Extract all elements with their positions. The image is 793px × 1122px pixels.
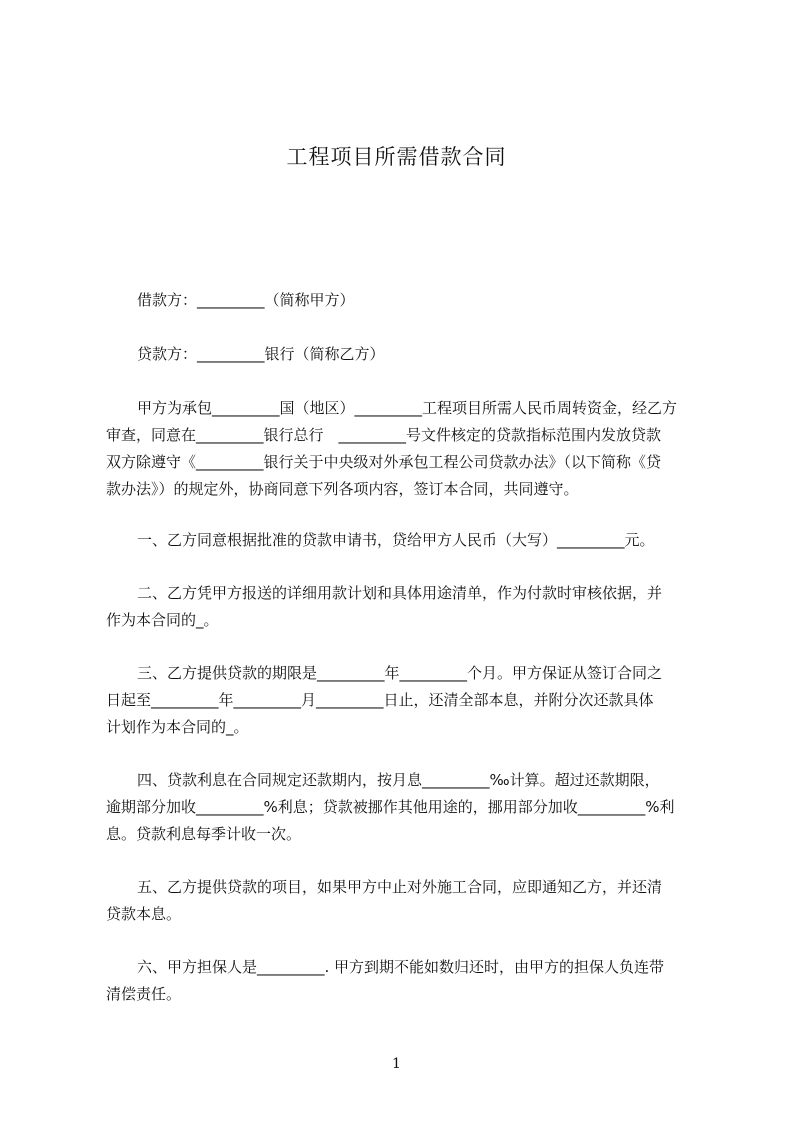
clause-line: 一、乙方同意根据批准的贷款申请书，贷给甲方人民币（大写）_________元。 — [137, 531, 655, 549]
preamble-line: 审查，同意在_________银行总行 _________号文件核定的贷款指标范围内发放贷款 — [106, 426, 662, 444]
clause-line: 息。贷款利息每季计收一次。 — [106, 825, 302, 843]
clause-line: 逾期部分加收_________%利息；贷款被挪作其他用途的，挪用部分加收_________%利 — [106, 798, 675, 816]
preamble-line: 甲方为承包_________国（地区）_________工程项目所需人民币周转资金，经乙方 — [137, 399, 678, 417]
lender-line: 贷款方：_________银行（简称乙方） — [137, 345, 385, 363]
clause-line: 四、贷款利息在合同规定还款期内，按月息_________‰计算。超过还款期限， — [137, 771, 660, 789]
contract-title: 工程项目所需借款合同 — [286, 145, 507, 169]
clause-line: 计划作为本合同的_。 — [106, 718, 249, 736]
preamble-line: 双方除遵守《_________银行关于中央级对外承包工程公司贷款办法》（以下简称《贷 — [106, 453, 662, 471]
preamble-line: 款办法》）的规定外，协商同意下列各项内容，签订本合同，共同遵守。 — [106, 480, 579, 498]
clause-line: 五、乙方提供贷款的项目，如果甲方中止对外施工合同，应即通知乙方，并还清 — [137, 878, 663, 896]
clause-line: 清偿责任。 — [106, 985, 182, 1003]
clause-line: 二、乙方凭甲方报送的详细用款计划和具体用途清单，作为付款时审核依据，并 — [137, 584, 663, 602]
clause-line: 作为本合同的_。 — [106, 611, 219, 629]
page-number: 1 — [392, 1056, 401, 1072]
clause-line: 三、乙方提供贷款的期限是_________年_________个月。甲方保证从签订合同之 — [137, 664, 663, 682]
clause-line: 六、甲方担保人是_________. 甲方到期不能如数归还时，由甲方的担保人负连带 — [137, 958, 665, 976]
clause-line: 贷款本息。 — [106, 905, 182, 923]
borrower-line: 借款方：_________（简称甲方） — [137, 291, 355, 309]
clause-line: 日起至_________年_________月_________日止，还清全部本息，并附分次还款具体 — [106, 691, 654, 709]
